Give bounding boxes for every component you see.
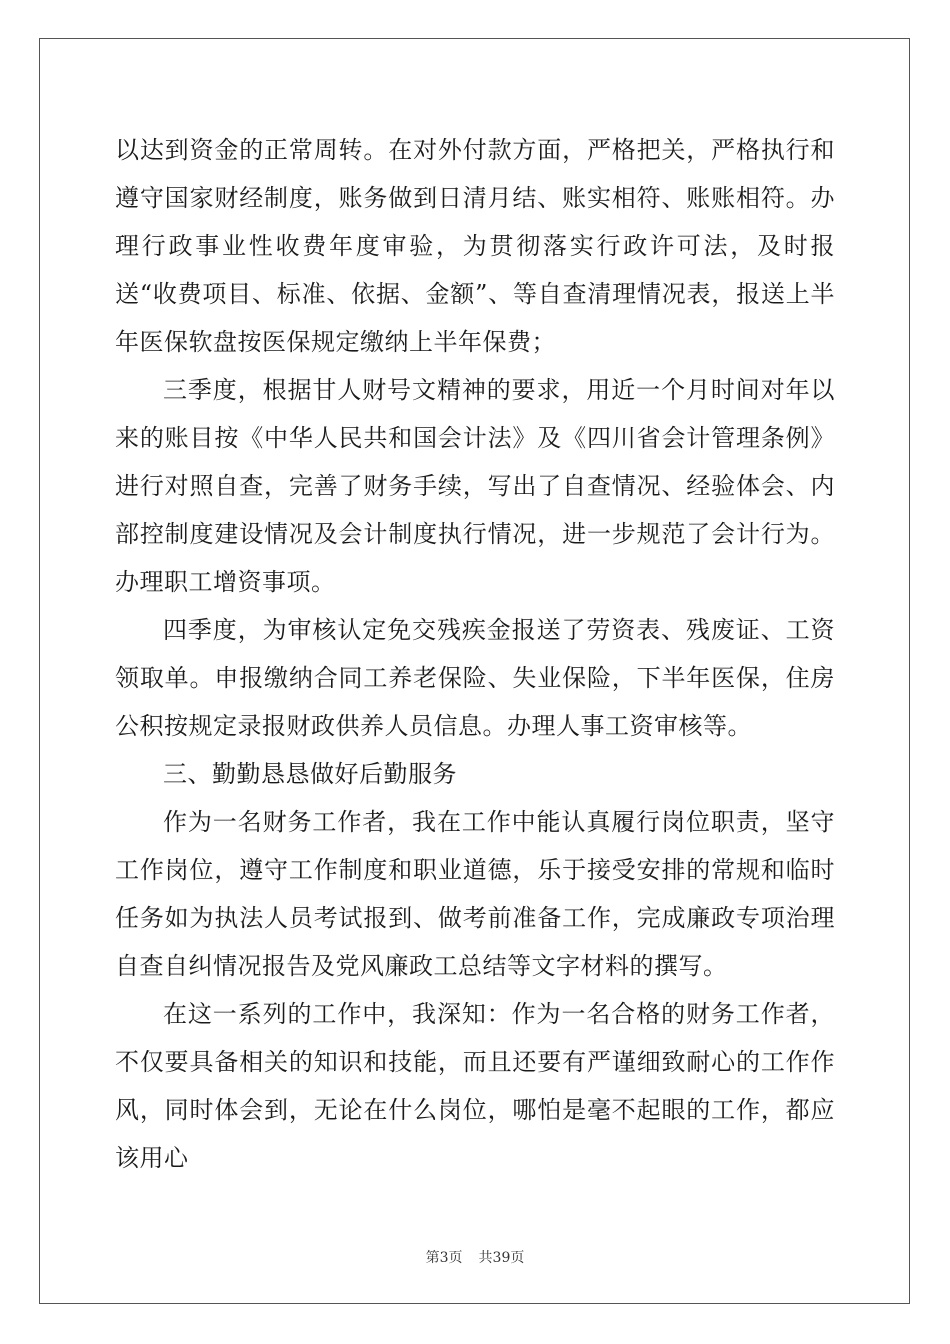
current-page-number: 第3页 xyxy=(425,1250,463,1266)
paragraph-1: 以达到资金的正常周转。在对外付款方面，严格把关，严格执行和遵守国家财经制度，账务做到日清月结、账实相符、账账相符。办理行政事业性收费年度审验，为贯彻落实行政许可法，及时报送“收费项目、标准、依据、金额”、等自查清理情况表，报送上半年医保软盘按医保规定缴纳上半年保费； xyxy=(115,136,835,356)
document-body xyxy=(115,126,835,1182)
paragraph-4: 作为一名财务工作者，我在工作中能认真履行岗位职责，坚守工作岗位，遵守工作制度和职业道德，乐于接受安排的常规和临时任务如为执法人员考试报到、做考前准备工作，完成廉政专项治理自查自纠情况报告及党风廉政工总结等文字材料的撰写。 xyxy=(115,808,835,980)
section-heading: 三、勤勤恳恳做好后勤服务 xyxy=(163,760,457,788)
paragraph-3: 四季度，为审核认定免交残疾金报送了劳资表、残废证、工资领取单。申报缴纳合同工养老保险、失业保险，下半年医保，住房公积按规定录报财政供养人员信息。办理人事工资审核等。 xyxy=(115,616,835,740)
total-page-count: 共39页 xyxy=(478,1250,525,1266)
page-footer xyxy=(0,1249,950,1267)
paragraph-5: 在这一系列的工作中，我深知：作为一名合格的财务工作者，不仅要具备相关的知识和技能，而且还要有严谨细致耐心的工作作风，同时体会到，无论在什么岗位，哪怕是毫不起眼的工作，都应该用心 xyxy=(115,1000,835,1172)
paragraph-2: 三季度，根据甘人财号文精神的要求，用近一个月时间对年以来的账目按《中华人民共和国会计法》及《四川省会计管理条例》进行对照自查，完善了财务手续，写出了自查情况、经验体会、内部控制度建设情况及会计制度执行情况，进一步规范了会计行为。办理职工增资事项。 xyxy=(115,376,835,596)
